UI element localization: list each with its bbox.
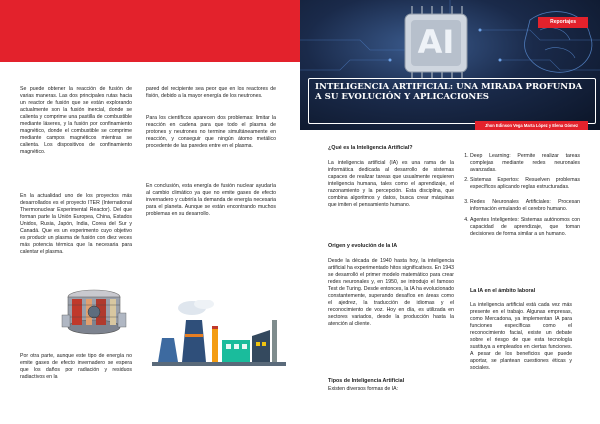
list-item: 2. Sistemas Expertos: Resuelven problemas específicos aplicando reglas estructuradas. [470, 177, 580, 191]
list-item: 3. Redes Neuronales Artificiales: Procesan información emulando el cerebro humano. [470, 199, 580, 213]
paragraph-work: La inteligencia artificial está cada vez más presente en el trabajo. Algunas empresas, como Mercadona, ya implementan IA para funciones específicas como el reconocimiento facial, existe un debate sobre el riesgo de que esta tecnología sustituya a empleados en ciertas funciones. A pesar de los beneficios que puede aportar, se plantean cuestiones éticas y sociales. [470, 302, 572, 372]
list-item: 4. Agentes Inteligentes: Sistemas autónomos con capacidad de aprendizaje, que toman decisiones de forma similar a un humano. [470, 217, 580, 238]
reactor-illustration [60, 285, 128, 335]
list-item: 1. Deep Learning: Permite realizar tareas complejas mediante redes neuronales avanzadas. [470, 153, 580, 174]
top-red-band [0, 0, 300, 62]
right-page [300, 0, 600, 424]
section-tag: Reportajes [538, 17, 588, 28]
left-col2-paragraph-3: En conclusión, esta energía de fusión nuclear ayudaría al cambio climático ya que no emite gases de efecto invernadero y cubriría la demanda de energía necesaria para el planeta. Aunque se están encontrando muchos problemas en su desarrollo. [146, 183, 276, 218]
paragraph-what-is-ai: La inteligencia artificial (IA) es una rama de la informática dedicada al desarrollo de sistemas capaces de realizar tareas que usualmente requieren inteligencia humana, tales como el aprendizaje, el razonamiento y la percepción. Esta disciplina, que combina algoritmos y datos, busca crear máquinas que imiten el pensamiento humano. [328, 160, 454, 209]
left-col1-paragraph-1: Se puede obtener la reacción de fusión de varias maneras. Las dos principales rutas hacia un reactor de fusión que se están explorando actualmente son la fusión inercial, donde se calienta y comprime una pastilla de combustible mediante láseres, y la fusión por confinamiento magnético, donde el combustible se comprime mediante campos magnéticos mientras se calienta. Los dispositivos de confinamiento magnético. [20, 86, 132, 156]
left-col1-paragraph-2: En la actualidad uno de los proyectos más desarrollados es el proyecto ITER (International Thermonuclear Experimental Reactor). Del que forman parte la Unión Europea, China, Estados Unidos, Rusia, Japón, India, Corea del Sur y Canadá. Que es un experimento cuyo objetivo es producir un plasma de fusión con diez veces más potencia térmica que la necesaria para calentar el plasma. [20, 193, 132, 256]
hero-banner [300, 0, 600, 130]
heading-work: La IA en el ámbito laboral [470, 288, 536, 294]
heading-origin: Origen y evolución de la IA [328, 243, 398, 249]
authors-badge: Jhon Edinson Vega Marta López y Elena Gómez [475, 121, 588, 130]
paragraph-origin: Desde la década de 1940 hasta hoy, la inteligencia artificial ha experimentado hitos significativos. En 1943 se desarrolló el primer modelo matemático para crear redes neuronales y, en 1950, se introdujo el famoso Test de Turing. Desde entonces, la IA ha evolucionado constantemente, superando desafíos en áreas como el ajedrez, la traducción de idiomas y el reconocimiento de voz. Hoy en día, es utilizada en sectores variados, desde la producción hasta la atención al cliente. [328, 258, 455, 328]
hero-ai-text: AI [417, 23, 455, 61]
power-plant-illustration [152, 300, 286, 372]
heading-types: Tipos de Inteligencia Artificial [328, 378, 405, 384]
heading-what-is-ai: ¿Qué es la Inteligencia Artificial? [328, 145, 413, 151]
ai-types-list [460, 153, 580, 241]
left-col2-paragraph-2: Para los científicos aparecen dos problemas: limitar la reacción en cadena para que todo el plasma de protones y neutrones no termine simultáneamente en reacción, y conseguir que ningún átomo metálico procedente de las paredes entre en el plasma. [146, 115, 276, 150]
article-title: INTELIGENCIA ARTIFICIAL: UNA MIRADA PROFUNDA A SU EVOLUCIÓN Y APLICACIONES [315, 82, 583, 103]
paragraph-types-intro: Existen diversos formas de IA: [328, 386, 399, 392]
title-box [308, 78, 596, 124]
left-col2-paragraph-1: pared del recipiente sea peor que en los reactores de fisión, debido a la mayor energía de los neutrones. [146, 86, 276, 100]
left-col1-paragraph-3: Por otra parte, aunque este tipo de energía no emite gases de efecto invernadero se espera que los daños por radiación y residuos radiactivos en la [20, 353, 132, 381]
